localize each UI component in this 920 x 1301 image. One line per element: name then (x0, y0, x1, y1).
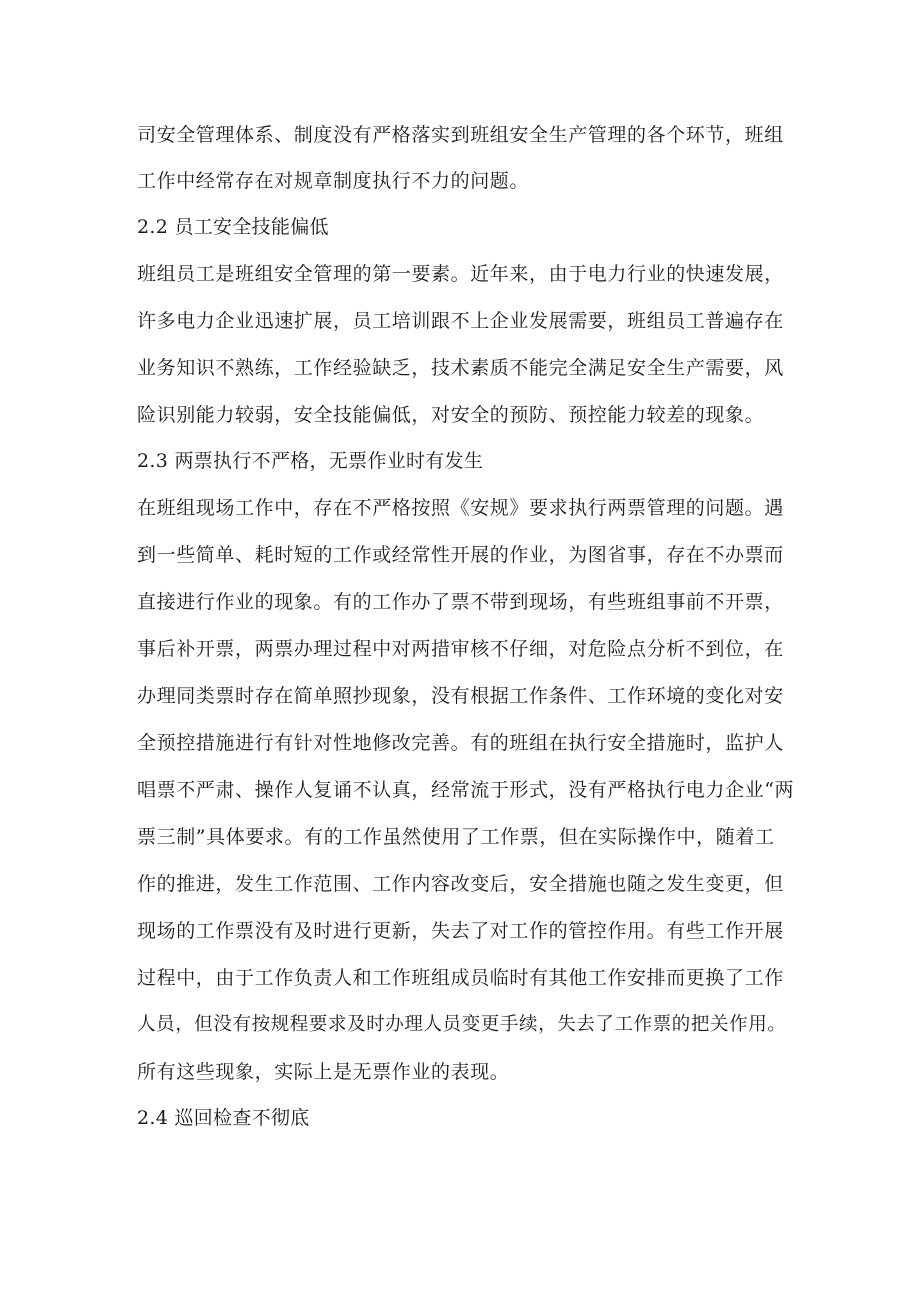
paragraph-line: 事后补开票，两票办理过程中对两措审核不仔细，对危险点分析不到位，在 (137, 638, 784, 660)
paragraph-line: 现场的工作票没有及时进行更新，失去了对工作的管控作用。有些工作开展 (137, 920, 784, 942)
paragraph-line: 办理同类票时存在简单照抄现象，没有根据工作条件、工作环境的变化对安 (137, 685, 784, 707)
paragraph-line: 司安全管理体系、制度没有严格落实到班组安全生产管理的各个环节，班组 (137, 124, 784, 146)
paragraph-line: 业务知识不熟练，工作经验缺乏，技术素质不能完全满足安全生产需要，风 (137, 357, 784, 379)
section-heading-2-4: 2.4 巡回检查不彻底 (137, 1107, 310, 1129)
paragraph-line: 险识别能力较弱，安全技能偏低，对安全的预防、预控能力较差的现象。 (137, 404, 765, 426)
paragraph-line: 唱票不严肃、操作人复诵不认真，经常流于形式，没有严格执行电力企业“两 (137, 779, 795, 801)
section-heading-2-3: 2.3 两票执行不严格，无票作业时有发生 (137, 450, 484, 472)
paragraph-line: 票三制”具体要求。有的工作虽然使用了工作票，但在实际操作中，随着工 (137, 826, 775, 848)
paragraph-line: 作的推进，发生工作范围、工作内容改变后，安全措施也随之发生变更，但 (137, 873, 784, 895)
paragraph-line: 所有这些现象，实际上是无票作业的表现。 (137, 1061, 510, 1083)
paragraph-line: 许多电力企业迅速扩展，员工培训跟不上企业发展需要，班组员工普遍存在 (137, 310, 784, 332)
paragraph-line: 直接进行作业的现象。有的工作办了票不带到现场，有些班组事前不开票， (137, 591, 784, 613)
paragraph-line: 工作中经常存在对规章制度执行不力的问题。 (137, 170, 530, 192)
paragraph-line: 过程中，由于工作负责人和工作班组成员临时有其他工作安排而更换了工作 (137, 967, 784, 989)
paragraph-line: 全预控措施进行有针对性地修改完善。有的班组在执行安全措施时，监护人 (137, 732, 784, 754)
paragraph-line: 人员，但没有按规程要求及时办理人员变更手续，失去了工作票的把关作用。 (137, 1014, 787, 1035)
section-heading-2-2: 2.2 员工安全技能偏低 (137, 216, 329, 238)
paragraph-line: 班组员工是班组安全管理的第一要素。近年来，由于电力行业的快速发展， (137, 263, 784, 285)
paragraph-line: 到一些简单、耗时短的工作或经常性开展的作业，为图省事，存在不办票而 (137, 544, 784, 566)
paragraph-line: 在班组现场工作中，存在不严格按照《安规》要求执行两票管理的问题。遇 (137, 497, 784, 519)
